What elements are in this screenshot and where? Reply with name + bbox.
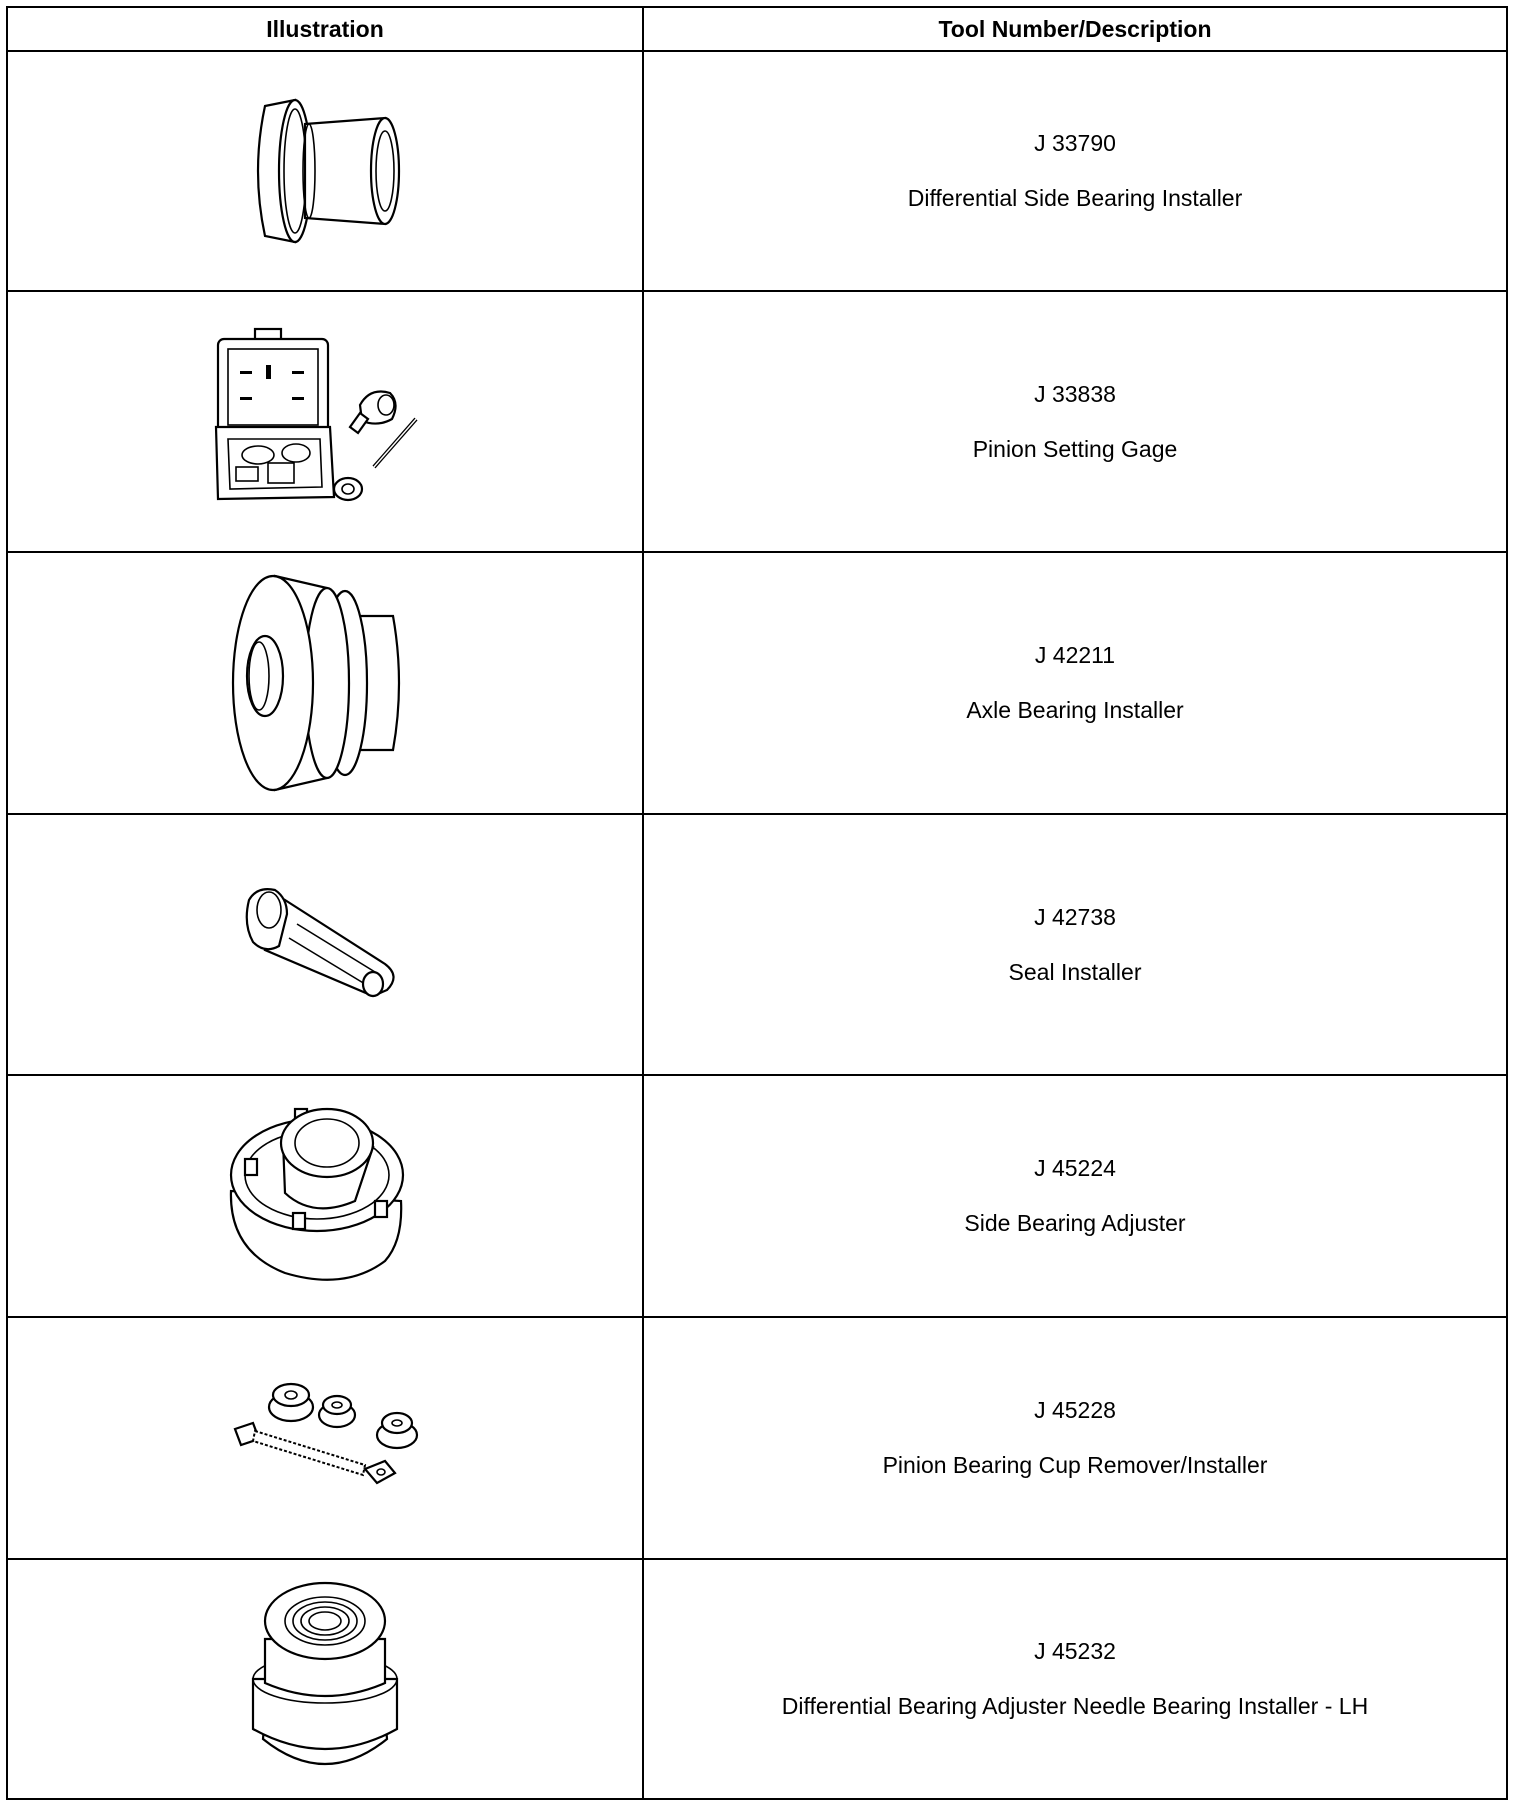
- tool-number: J 33790: [1034, 130, 1116, 156]
- tool-description: Seal Installer: [1008, 958, 1142, 985]
- illustration-cell: [7, 51, 643, 291]
- side-bearing-installer-icon: [225, 86, 425, 256]
- seal-installer-icon: [235, 880, 415, 1010]
- tool-number: J 33838: [1034, 380, 1116, 407]
- axle-bearing-installer-icon: [225, 568, 425, 798]
- table-row: [7, 552, 1507, 814]
- tool-table: [6, 6, 1508, 1800]
- tool-description: Differential Bearing Adjuster Needle Bearing Installer - LH: [781, 1693, 1369, 1719]
- table-row: [7, 1317, 1507, 1559]
- illustration-cell: [7, 552, 643, 814]
- tool-cell: [643, 1317, 1507, 1559]
- tool-description: Pinion Bearing Cup Remover/Installer: [882, 1452, 1268, 1478]
- illustration-cell: [7, 1075, 643, 1317]
- tool-number: J 42211: [1034, 642, 1116, 668]
- tool-cell: [643, 552, 1507, 814]
- table-row: [7, 291, 1507, 552]
- illustration-cell: [7, 1317, 643, 1559]
- side-bearing-adjuster-icon: [225, 1101, 425, 1291]
- illustration-cell: [7, 814, 643, 1075]
- tool-cell: [643, 1559, 1507, 1799]
- tool-description: Differential Side Bearing Installer: [907, 185, 1243, 211]
- table-row: [7, 1559, 1507, 1799]
- table-row: [7, 814, 1507, 1075]
- needle-bearing-installer-icon: [235, 1579, 415, 1779]
- tool-cell: [643, 51, 1507, 291]
- tool-description: Side Bearing Adjuster: [964, 1210, 1186, 1236]
- tool-number: J 42738: [1034, 903, 1116, 930]
- cup-remover-installer-set-icon: [225, 1373, 425, 1503]
- tool-description: Pinion Setting Gage: [972, 435, 1178, 462]
- tool-number: J 45224: [1034, 1155, 1116, 1181]
- table-row: [7, 1075, 1507, 1317]
- header-row: [7, 7, 1507, 51]
- tool-description: Axle Bearing Installer: [966, 697, 1184, 723]
- tool-number: J 45232: [1034, 1638, 1116, 1664]
- tool-number: J 45228: [1034, 1397, 1116, 1423]
- tool-cell: [643, 814, 1507, 1075]
- illustration-cell: [7, 291, 643, 552]
- header-tool-number-description: Tool Number/Description: [643, 7, 1507, 51]
- tool-cell: [643, 1075, 1507, 1317]
- header-illustration: Illustration: [7, 7, 643, 51]
- pinion-setting-gage-kit-icon: [210, 327, 440, 517]
- illustration-cell: [7, 1559, 643, 1799]
- tool-cell: [643, 291, 1507, 552]
- table-row: [7, 51, 1507, 291]
